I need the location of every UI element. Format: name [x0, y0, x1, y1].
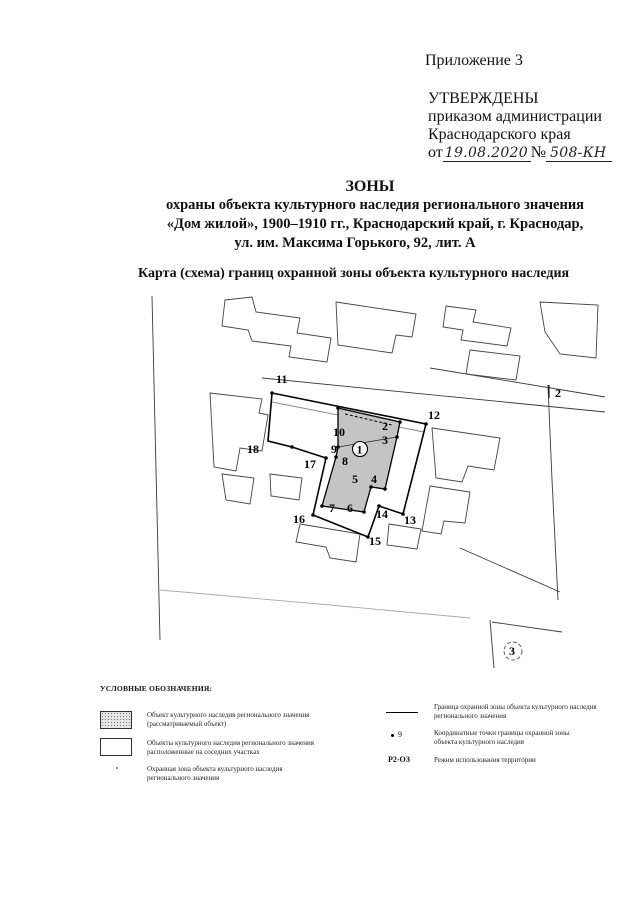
plot-line-south-1	[490, 620, 494, 668]
legend-text-line: Объекты культурного наследия регионального значения	[147, 739, 315, 747]
legend-text-protection-zone	[147, 765, 283, 783]
coordinate-point	[398, 420, 402, 424]
plot-line-south-2	[492, 622, 562, 632]
legend-text-line: Объект культурного наследия регионального значения	[147, 711, 310, 719]
point-label-2: 2	[382, 419, 388, 433]
building-outline	[336, 302, 416, 353]
coordinate-point	[395, 435, 399, 439]
title-line-4: ул. им. Максима Горького, 92, лит. А	[234, 235, 476, 251]
approved-heading: УТВЕРЖДЕНЫ	[428, 90, 539, 107]
point-label-8: 8	[342, 454, 348, 468]
street-line-north-1	[262, 378, 605, 412]
point-label-7: 7	[329, 501, 335, 515]
legend-symbol-protection-zone	[116, 767, 118, 769]
legend-text-zone-boundary	[434, 703, 597, 721]
legend-text-line: Режим использования территории	[434, 756, 536, 764]
building-outline	[540, 302, 598, 358]
legend-text-line: объекта культурного наследия	[434, 738, 524, 746]
document-title	[130, 177, 620, 253]
point-label-12: 12	[428, 408, 440, 422]
handwritten-date: 19.08.2020	[443, 145, 531, 162]
point-label-5: 5	[352, 472, 358, 486]
approval-block	[428, 90, 612, 162]
point-label-6: 6	[347, 501, 353, 515]
legend-text-line: регионального значения	[147, 774, 220, 782]
point-labels	[247, 372, 440, 548]
approved-by-line-2: Краснодарского края	[428, 126, 571, 143]
handwritten-number: 508-КН	[546, 145, 612, 162]
legend-symbol-coordinate-number: 9	[398, 730, 402, 739]
coordinate-point	[290, 445, 294, 449]
title-line-1: ЗОНЫ	[345, 178, 395, 195]
heritage-object-area	[322, 408, 400, 512]
protection-zone-map	[145, 288, 610, 670]
point-label-17: 17	[304, 457, 316, 471]
object-marker-number: 1	[356, 442, 363, 457]
legend-text-line: (рассматриваемый объект)	[147, 720, 227, 728]
building-outline	[443, 306, 511, 346]
legend-text-line: Граница охранной зоны объекта культурного наследия	[434, 703, 597, 711]
building-outline	[270, 474, 302, 500]
point-label-18: 18	[247, 442, 259, 456]
coordinate-point	[311, 513, 315, 517]
building-outline	[387, 524, 421, 549]
building-outline	[422, 486, 470, 534]
building-outline	[432, 428, 500, 482]
legend-symbol-zone-boundary	[386, 712, 418, 713]
street-line-west	[152, 296, 160, 640]
coordinate-point	[324, 456, 328, 460]
point-label-14: 14	[376, 507, 388, 521]
coordinate-point	[336, 406, 340, 410]
building-outline	[222, 297, 331, 362]
point-label-9: 9	[331, 442, 337, 456]
coordinate-point	[424, 422, 428, 426]
legend-text-line: расположенные на соседних участках	[147, 748, 260, 756]
plot-line-southeast	[460, 548, 560, 592]
zone-marker-2: 2	[555, 386, 561, 400]
date-prefix: от	[428, 144, 443, 161]
title-line-2: охраны объекта культурного наследия регионального значения	[165, 197, 585, 213]
map-caption: Карта (схема) границ охранной зоны объекта культурного наследия	[138, 266, 570, 281]
street-line-east	[548, 385, 558, 600]
building-outline	[210, 393, 268, 471]
legend-text-heritage-object	[147, 711, 309, 729]
coordinate-point	[383, 487, 387, 491]
coordinate-point	[320, 504, 324, 508]
approval-date-line	[428, 144, 612, 162]
building-outline	[222, 474, 254, 504]
legend-symbol-coordinate-point	[391, 734, 394, 737]
point-label-11: 11	[276, 372, 288, 386]
zone-marker-3: 3	[509, 644, 515, 658]
point-label-3: 3	[382, 433, 388, 447]
coordinate-point	[270, 391, 274, 395]
point-label-16: 16	[293, 512, 305, 526]
point-label-13: 13	[404, 513, 416, 527]
approved-by-line-1: приказом администрации	[428, 108, 602, 125]
point-label-10: 10	[333, 425, 345, 439]
legend-text-usage-regime	[434, 756, 536, 765]
appendix-label: Приложение 3	[425, 52, 523, 69]
title-line-3: «Дом жилой», 1900–1910 гг., Краснодарский край, г. Краснодар,	[166, 216, 584, 232]
legend-text-line: Координатные точки границы охранной зоны	[434, 729, 570, 737]
point-label-15: 15	[369, 534, 381, 548]
legend-symbol-usage-regime: Р2-ОЗ	[388, 755, 410, 764]
legend-text-coordinate-points	[434, 729, 570, 747]
coordinate-point	[362, 510, 366, 514]
legend-symbol-heritage-object	[100, 711, 132, 729]
plot-line-south-3	[160, 590, 470, 618]
legend-heading: УСЛОВНЫЕ ОБОЗНАЧЕНИЯ:	[100, 684, 213, 693]
legend-text-line: регионального значения	[434, 712, 507, 720]
point-label-4: 4	[371, 472, 377, 486]
legend-text-line: Охранная зона объекта культурного наследия	[147, 765, 283, 773]
number-prefix: №	[530, 144, 547, 161]
legend-text-neighbour-objects	[147, 739, 314, 757]
legend-symbol-neighbour-objects	[100, 738, 132, 756]
